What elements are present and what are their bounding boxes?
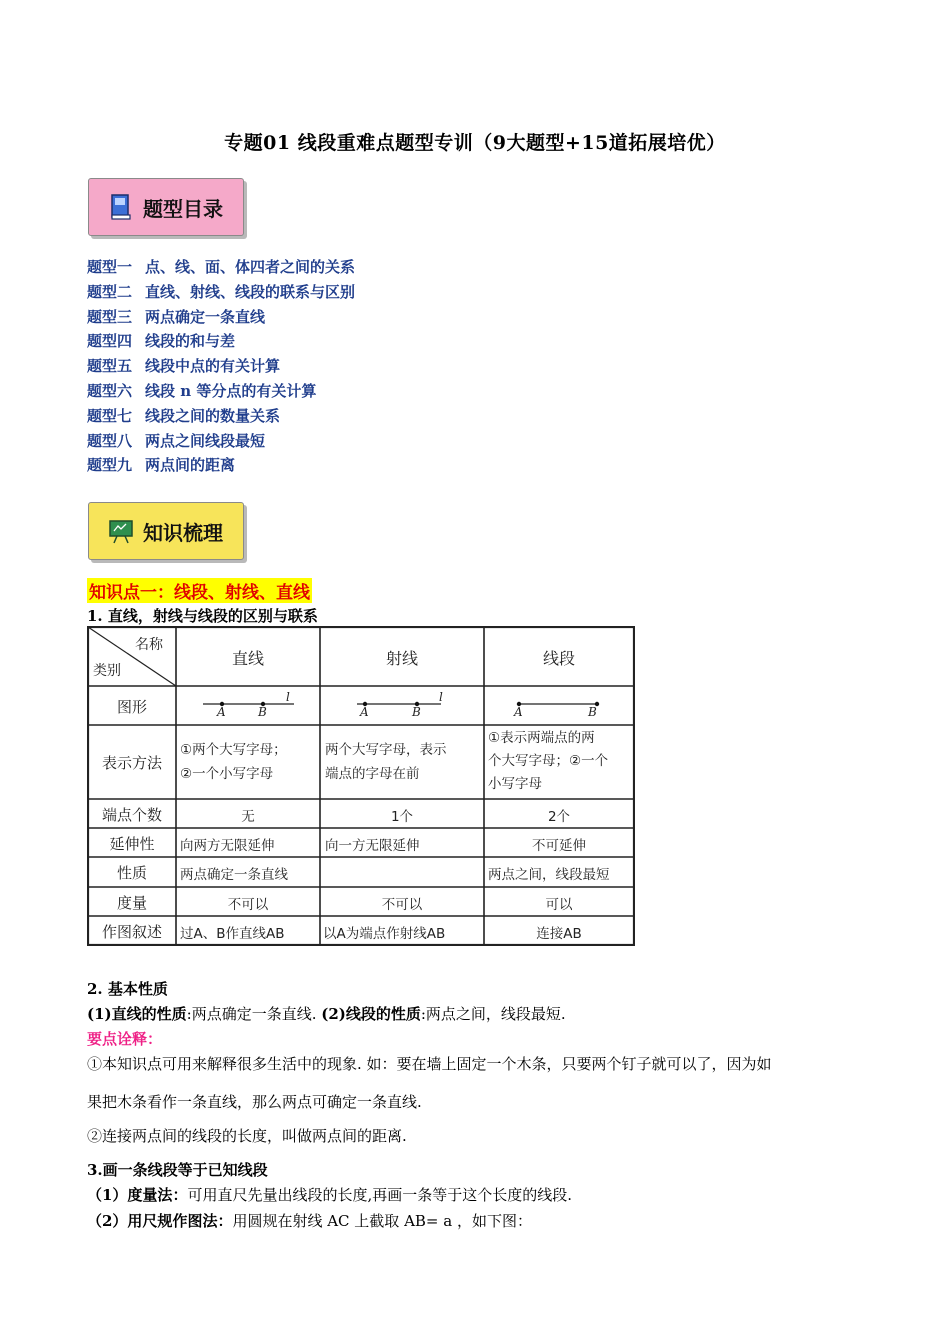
row-label-extension: 延伸性 — [109, 835, 155, 853]
toc-item[interactable]: 题型九 两点间的距离 — [87, 456, 236, 475]
row-label-endpoints: 端点个数 — [101, 806, 162, 824]
book-icon — [109, 193, 133, 221]
note-1-continued: 果把木条看作一条直线，那么两点可确定一条直线. — [87, 1093, 422, 1111]
knowledge-point-heading: 知识点一：线段、射线、直线 — [87, 578, 312, 603]
fig-label: A — [217, 705, 226, 719]
section-2-heading: 2. 基本性质 — [87, 980, 168, 998]
section-3-heading: 3.画一条线段等于已知线段 — [87, 1161, 268, 1179]
cell-ray-notation: 两个大写字母，表示 端点的字母在前 — [325, 742, 447, 782]
col-header-segment: 线段 — [542, 649, 575, 668]
cell-segment-endpoints: 2个 — [547, 809, 571, 825]
toc-banner — [88, 178, 244, 236]
cell-line-construction: 过A、B作直线AB — [180, 926, 285, 942]
method-measure: （1）度量法：可用直尺先量出线段的长度,再画一条等于这个长度的线段. — [87, 1186, 572, 1204]
toc-banner-label: 题型目录 — [143, 197, 223, 221]
toc-item[interactable]: 题型八 两点之间线段最短 — [87, 431, 266, 450]
blackboard-icon — [109, 517, 133, 545]
toc-item[interactable]: 题型二 直线、射线、线段的联系与区别 — [87, 282, 356, 301]
knowledge-banner-label: 知识梳理 — [143, 521, 223, 545]
cell-segment-notation: ①表示两端点的两 个大写字母；②一个 小写字母 — [488, 730, 609, 792]
toc-item[interactable]: 题型一 点、线、面、体四者之间的关系 — [87, 258, 356, 276]
cell-ray-construction: 以A为端点作射线AB — [323, 926, 446, 942]
toc-item[interactable]: 题型四 线段的和与差 — [87, 332, 236, 351]
row-label-notation: 表示方法 — [101, 754, 162, 772]
col-header-line: 直线 — [231, 649, 264, 668]
row-label-property: 性质 — [116, 864, 147, 882]
cell-segment-property: 两点之间，线段最短 — [488, 867, 610, 883]
cell-line-measure: 不可以 — [227, 897, 269, 913]
fig-label: A — [514, 705, 523, 719]
fig-label: B — [258, 705, 267, 719]
row-label-measure: 度量 — [116, 894, 147, 912]
toc-item[interactable]: 题型七 线段之间的数量关系 — [87, 406, 281, 425]
corner-header-top: 名称 — [135, 637, 163, 653]
col-header-ray: 射线 — [385, 649, 418, 668]
fig-label: A — [360, 705, 369, 719]
knowledge-banner — [88, 502, 244, 560]
cell-segment-extension: 不可延伸 — [532, 838, 586, 854]
method-compass: （2）用尺规作图法：用圆规在射线 AC 上截取 AB= a ，如下图： — [87, 1212, 532, 1230]
cell-segment-construction: 连接AB — [536, 926, 582, 942]
cell-ray-extension: 向一方无限延伸 — [325, 838, 420, 854]
comparison-table — [87, 626, 635, 946]
fig-label: l — [286, 690, 290, 704]
note-label: 要点诠释： — [87, 1030, 163, 1048]
cell-line-extension: 向两方无限延伸 — [180, 838, 275, 854]
fig-label: B — [588, 705, 597, 719]
cell-line-endpoints: 无 — [241, 809, 255, 825]
section-1-heading: 1. 直线，射线与线段的区别与联系 — [87, 607, 318, 625]
cell-line-property: 两点确定一条直线 — [180, 867, 288, 883]
cell-segment-measure: 可以 — [545, 897, 573, 913]
note-1: ①本知识点可用来解释很多生活中的现象. 如：要在墙上固定一个木条，只要两个钉子就可以了，因为如 — [87, 1055, 772, 1073]
toc-item[interactable]: 题型三 两点确定一条直线 — [87, 307, 266, 326]
cell-line-notation: ①两个大写字母； ②一个小写字母 — [180, 742, 287, 782]
page-title: 专题01 线段重难点题型专训（9大题型+15道拓展培优） — [224, 132, 726, 154]
toc-item[interactable]: 题型六 线段 n 等分点的有关计算 — [87, 381, 317, 400]
cell-ray-measure: 不可以 — [381, 897, 423, 913]
note-2: ②连接两点间的线段的长度，叫做两点间的距离. — [87, 1127, 407, 1145]
corner-header-bottom: 类别 — [93, 663, 121, 679]
row-label-figure: 图形 — [116, 698, 147, 716]
toc-list — [87, 256, 355, 479]
row-label-construction: 作图叙述 — [101, 923, 162, 941]
cell-ray-endpoints: 1个 — [390, 809, 414, 825]
basic-properties-line: (1)直线的性质:两点确定一条直线. (2)线段的性质:两点之间，线段最短. — [87, 1005, 566, 1023]
fig-label: l — [439, 690, 443, 704]
fig-label: B — [412, 705, 421, 719]
toc-item[interactable]: 题型五 线段中点的有关计算 — [87, 357, 281, 376]
